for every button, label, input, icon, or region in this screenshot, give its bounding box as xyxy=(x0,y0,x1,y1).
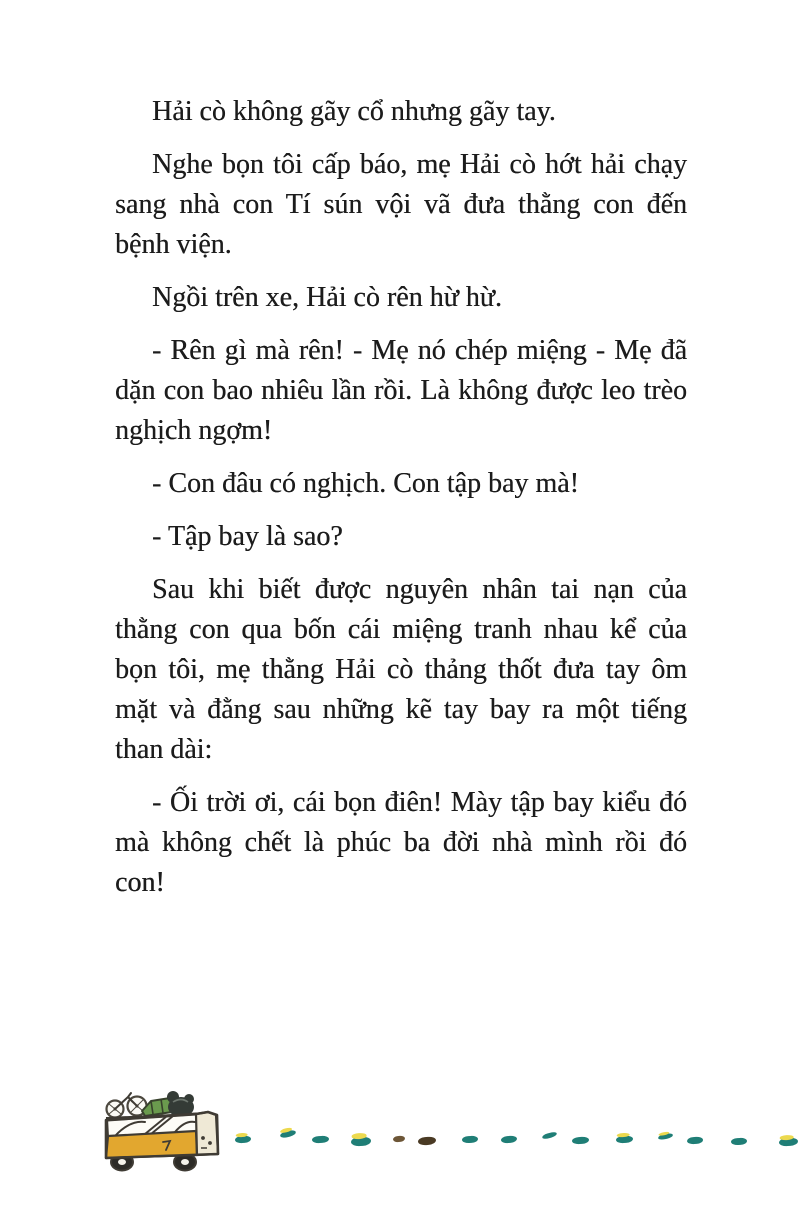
paragraph xyxy=(115,570,687,770)
text-line: nghịch ngợm! xyxy=(115,415,273,446)
text-line: con! xyxy=(115,867,165,898)
text-line: - Con đâu có nghịch. Con tập bay mà! xyxy=(152,468,579,499)
paragraph xyxy=(115,92,687,132)
trail-dash xyxy=(731,1137,747,1145)
trail-dash xyxy=(418,1136,437,1146)
paragraph xyxy=(115,517,687,557)
text-line: mà không chết là phúc ba đời nhà mình rồi đó xyxy=(115,827,687,858)
text-line: Ngồi trên xe, Hải cò rên hừ hừ. xyxy=(152,282,502,313)
trail-dash-highlight xyxy=(351,1132,367,1139)
text-line: sang nhà con Tí sún vội vã đưa thằng con đến xyxy=(115,189,687,220)
text-line: - Rên gì mà rên! - Mẹ nó chép miệng - Mẹ đã xyxy=(152,335,687,366)
trail-dash-highlight xyxy=(235,1132,247,1137)
trail-dash xyxy=(393,1135,406,1142)
trail-dash xyxy=(571,1136,588,1144)
trail-dash-highlight xyxy=(779,1134,794,1140)
trail-dash xyxy=(657,1132,673,1140)
trail-dash xyxy=(462,1135,478,1143)
paragraph xyxy=(115,464,687,504)
text-line: bọn tôi, mẹ thằng Hải cò thảng thốt đưa tay ôm xyxy=(115,654,687,685)
trail-dash xyxy=(501,1135,518,1143)
paragraph xyxy=(115,783,687,903)
text-line: dặn con bao nhiêu lần rồi. Là không được leo trèo xyxy=(115,375,687,406)
trail-dash xyxy=(235,1135,251,1143)
trail-dash-highlight xyxy=(657,1131,669,1136)
bus-illustration xyxy=(95,1080,235,1190)
text-line: than dài: xyxy=(115,734,213,765)
trail-dash xyxy=(311,1135,328,1143)
paragraph xyxy=(115,331,687,451)
trail-dash-highlight xyxy=(616,1132,629,1137)
trail-dash xyxy=(351,1136,372,1146)
text-line: bệnh viện. xyxy=(115,229,232,260)
trail-dash xyxy=(778,1137,798,1146)
text-line: thằng con qua bốn cái miệng tranh nhau kể của xyxy=(115,614,687,645)
trail-dash xyxy=(687,1136,703,1144)
text-line: Sau khi biết được nguyên nhân tai nạn của xyxy=(152,574,687,605)
trail-dash xyxy=(280,1129,297,1139)
text-line: Hải cò không gãy cổ nhưng gãy tay. xyxy=(152,96,556,127)
text-line: - Ối trời ơi, cái bọn điên! Mày tập bay kiểu đó xyxy=(152,787,687,818)
trail-dash xyxy=(615,1135,632,1143)
page-text xyxy=(115,92,687,916)
trail-dash-highlight xyxy=(280,1127,293,1134)
text-line: - Tập bay là sao? xyxy=(152,521,343,552)
paragraph xyxy=(115,145,687,265)
text-line: mặt và đằng sau những kẽ tay bay ra một tiếng xyxy=(115,694,687,725)
text-line: Nghe bọn tôi cấp báo, mẹ Hải cò hớt hải chạy xyxy=(152,149,687,180)
trail-dash xyxy=(541,1131,557,1140)
paragraph xyxy=(115,278,687,318)
